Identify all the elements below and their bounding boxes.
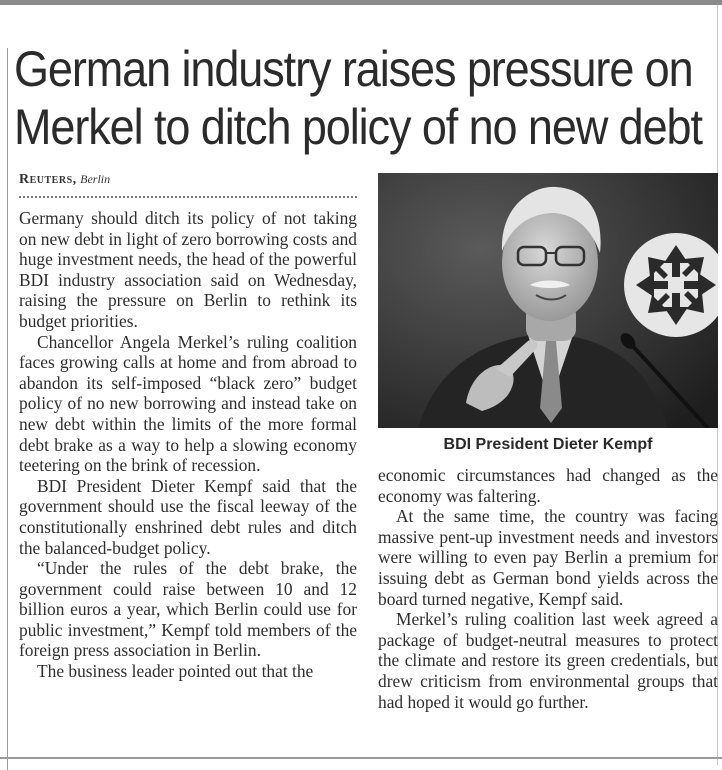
article-paragraph: The business leader pointed out that the <box>37 661 314 682</box>
headline-line-1: German industry raises pressure on <box>14 41 693 97</box>
article-paragraph: At the same time, the country was facing massive pent-up investment needs and investors were willing to even pay Berlin a premium for issuing debt as German bond yields across the board turned negative, Kempf said. <box>378 506 718 609</box>
byline <box>19 172 110 188</box>
byline-dotted-divider <box>19 196 357 198</box>
headline-line-2: Merkel to ditch policy of no new debt <box>14 99 702 155</box>
article-paragraph: BDI President Dieter Kempf said that the government should use the fiscal leeway of the constitutionally enshrined debt rules and ditch the balanced-budget policy. <box>19 475 357 558</box>
speaker-photo-icon <box>378 173 718 428</box>
byline-agency: Reuters, <box>19 172 77 187</box>
article-paragraph: economic circumstances had changed as the economy was faltering. <box>378 465 718 506</box>
top-rule <box>0 0 722 5</box>
byline-city: Berlin <box>80 172 111 186</box>
headline <box>14 40 702 156</box>
bottom-rule <box>0 757 722 759</box>
article-paragraph: Chancellor Angela Merkel’s ruling coalition faces growing calls at home and from abroad to abandon its self-imposed “black zero” budget policy of no new borrowing and instead take on new debt within the limits of the more formal debt brake as a way to help a slowing economy teetering on the brink of recession. <box>19 331 357 476</box>
article-paragraph: Merkel’s ruling coalition last week agreed a package of budget-neutral measures to protect the climate and restore its green credentials, but drew criticism from environmental groups that had hoped it would go further. <box>378 609 718 712</box>
left-column-rule <box>7 48 8 770</box>
article-body-left-column <box>19 208 357 682</box>
article-paragraph: Germany should ditch its policy of not taking on new debt in light of zero borrowing costs and huge investment needs, the head of the powerful BDI industry association said on Wednesday, raising the pressure on Berlin to rethink its budget priorities. <box>19 208 357 331</box>
article-paragraph: “Under the rules of the debt brake, the government could raise between 10 and 12 billion euros a year, which Berlin could use for public investment,” Kempf told members of the foreign press association in Berlin. <box>19 558 357 661</box>
photo-caption: BDI President Dieter Kempf <box>443 436 653 453</box>
article-body-right-column <box>378 465 718 712</box>
